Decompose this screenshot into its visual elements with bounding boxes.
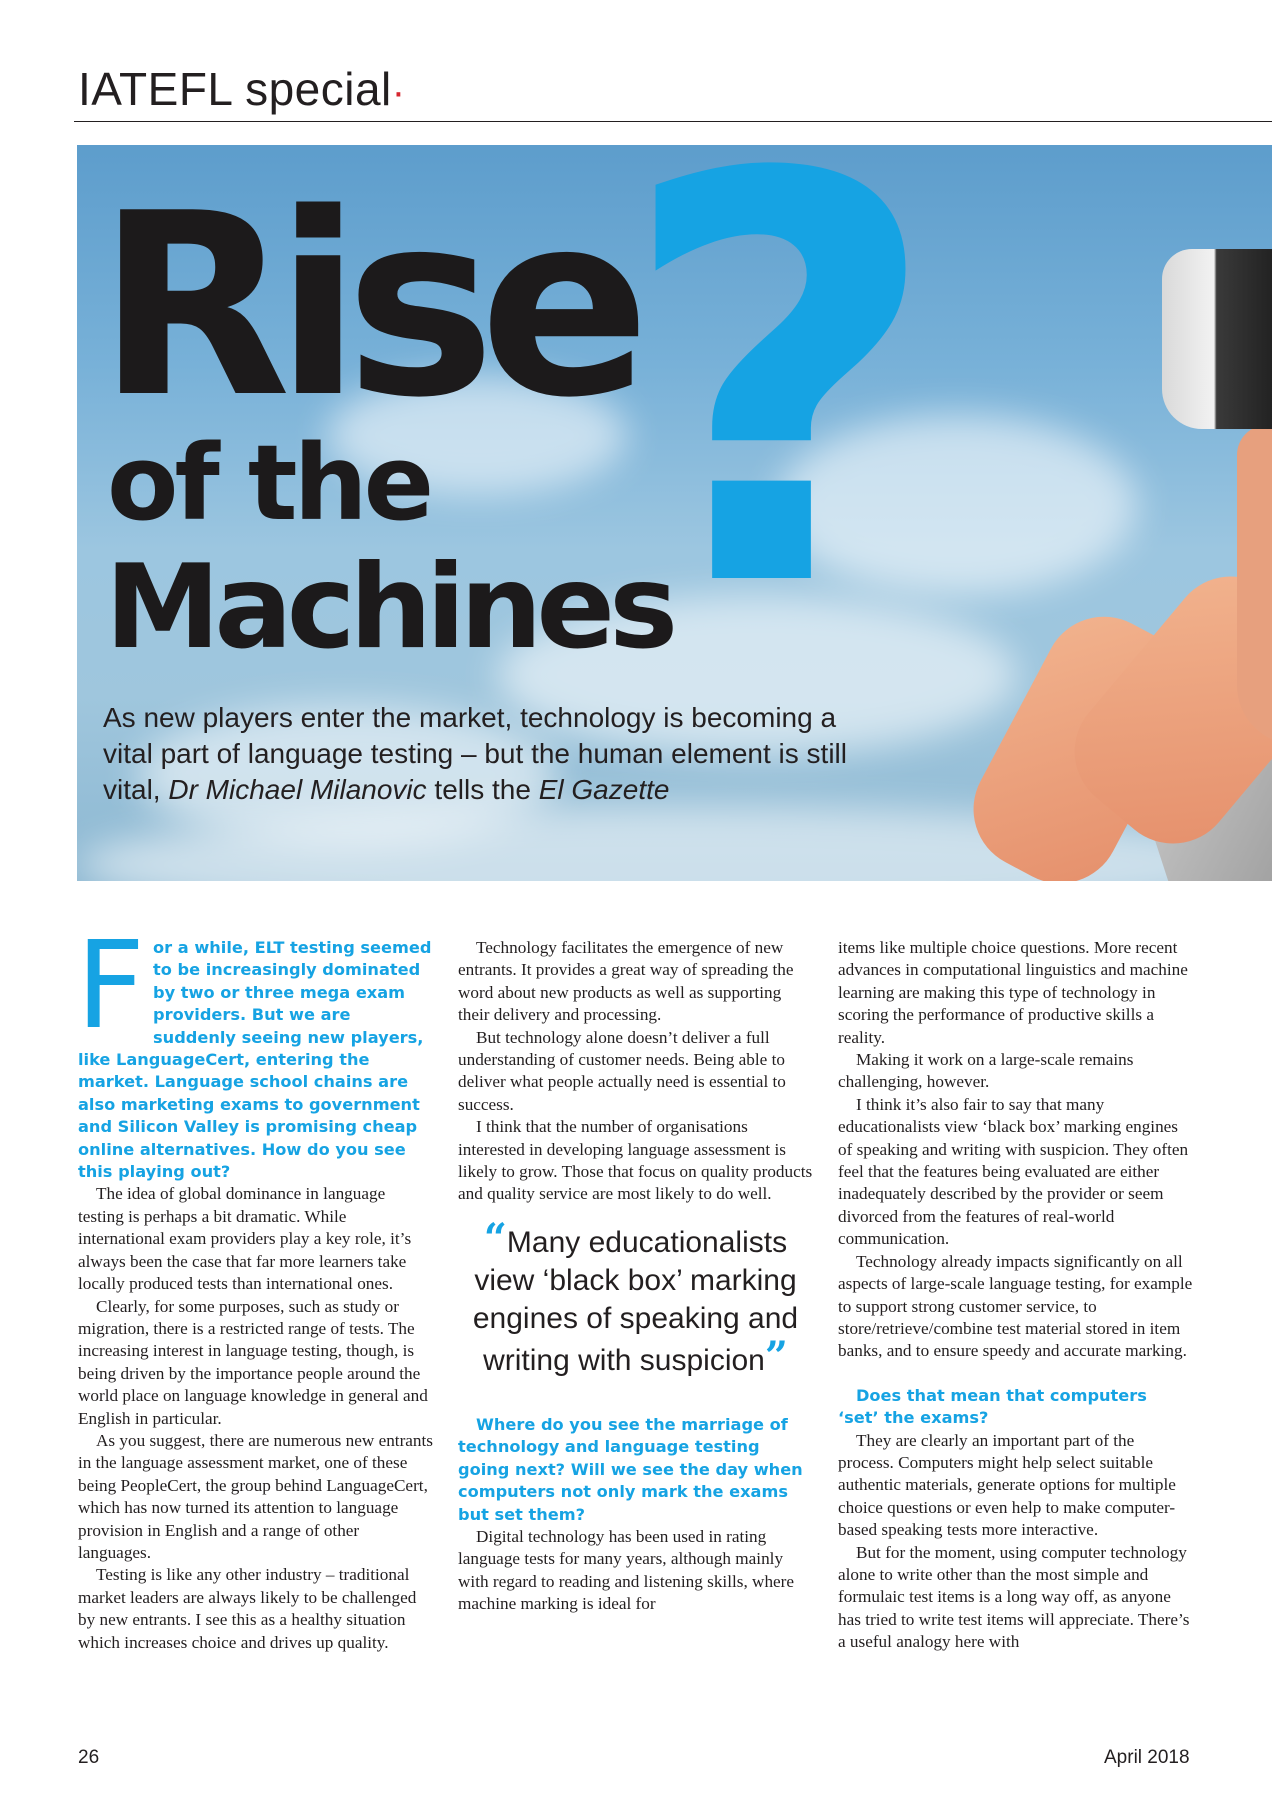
headline-of-the: of the: [107, 422, 431, 544]
pull-quote-text: Many educationalists view ‘black box’ marking engines of speaking and writing with suspicion: [472, 1225, 799, 1377]
drop-cap: F: [76, 917, 146, 1056]
lead-question: [76, 917, 433, 1183]
standfirst-text: tells the: [426, 774, 539, 805]
article-column-3: [838, 937, 1193, 1654]
headline-rise: Rise: [97, 160, 635, 453]
body-paragraph: Technology facilitates the emergence of new entrants. It provides a great way of spreading the word about new products as well as supporting their delivery and processing.: [458, 938, 794, 1025]
hero-image: [77, 145, 1272, 881]
body-paragraph: Making it work on a large-scale remains challenging, however.: [838, 1050, 1134, 1092]
body-paragraph: But for the moment, using computer technology alone to write other than the most simple and formulaic test items is a long way off, as anyone has tried to write test items will appreciate. There’s a useful analogy here with: [838, 1542, 1190, 1652]
person-face: [1237, 425, 1272, 745]
section-title: IATEFL special: [78, 63, 392, 115]
body-paragraph: Testing is like any other industry – traditional market leaders are always likely to be challenged by new entrants. I see this as a healthy situation which increases choice and drives up quality.: [78, 1565, 417, 1652]
body-paragraph: As you suggest, there are numerous new entrants in the language assessment market, one of these being PeopleCert, the group behind LanguageCert, which has now turned its attention to language provision in English and a range of other languages.: [78, 1430, 433, 1562]
interview-question: Does that mean that computers ‘set’ the exams?: [838, 1385, 1147, 1428]
article-column-2: [458, 937, 813, 1616]
standfirst: [103, 700, 883, 808]
vr-headset: [1162, 249, 1272, 429]
quote-open-icon: “: [483, 1214, 507, 1262]
publication-name: El Gazette: [538, 774, 670, 805]
author-name: Dr Michael Milanovic: [168, 774, 427, 805]
body-paragraph: Technology already impacts significantly on all aspects of large-scale language testing, for example to support strong customer service, to store/retrieve/combine test material stored in item banks, and to ensure speedy and accurate marking.: [838, 1251, 1193, 1361]
body-paragraph: I think that the number of organisations interested in developing language assessment is likely to grow. Those that focus on quality products and quality service are most likely to do well.: [458, 1117, 813, 1204]
page-number: 26: [78, 1747, 100, 1768]
quote-close-icon: ”: [764, 1332, 788, 1380]
headline-machines: Machines: [105, 540, 673, 675]
body-paragraph: I think it’s also fair to say that many educationalists view ‘black box’ marking engines of speaking and writing with suspicion. They often feel that the features being evaluated are either inadequately described by the provider or seem divorced from the features of real-world communication.: [838, 1094, 1189, 1249]
section-heading: [78, 62, 406, 116]
body-paragraph: items like multiple choice questions. More recent advances in computational linguistics and machine learning are making this type of technology in scoring the performance of productive skills a reality.: [838, 938, 1188, 1047]
header-rule: [74, 121, 1272, 122]
body-paragraph: The idea of global dominance in language testing is perhaps a bit dramatic. While international exam providers play a key role, it’s always been the case that far more learners take locally produced tests than international ones.: [78, 1184, 412, 1294]
body-paragraph: They are clearly an important part of the process. Computers might help select suitable authentic materials, generate options for multiple choice questions or even help to make computer-based speaking tests more interactive.: [838, 1430, 1176, 1540]
pull-quote: [458, 1214, 813, 1380]
issue-date: April 2018: [1104, 1747, 1190, 1768]
body-paragraph: Clearly, for some purposes, such as study or migration, there is a restricted range of tests. The increasing interest in language testing, though, is being driven by the importance people around the world place on language knowledge in general and English in particular.: [78, 1296, 428, 1428]
question-mark-graphic: ?: [617, 145, 942, 711]
section-dot: ·: [391, 70, 406, 114]
lead-question-text: or a while, ELT testing seemed to be increasingly dominated by two or three mega exam providers. But we are suddenly seeing new players, like LanguageCert, entering the market. Language school chains are also marketing exams to government and Silicon Valley is promising cheap online alternatives. How do you see this playing out?: [78, 938, 432, 1182]
article-column-1: [76, 917, 433, 1654]
interview-question: Where do you see the marriage of technology and language testing going next? Will we see the day when computers not only mark the exams but set them?: [458, 1414, 803, 1524]
standfirst-text: As new players enter the market, technology is becoming a vital part of language testing – but the human element is still vital,: [103, 702, 847, 805]
body-paragraph: But technology alone doesn’t deliver a full understanding of customer needs. Being able to deliver what people actually need is essential to success.: [458, 1027, 786, 1114]
body-paragraph: Digital technology has been used in rating language tests for many years, although mainly with regard to reading and listening skills, where machine marking is ideal for: [458, 1526, 795, 1614]
